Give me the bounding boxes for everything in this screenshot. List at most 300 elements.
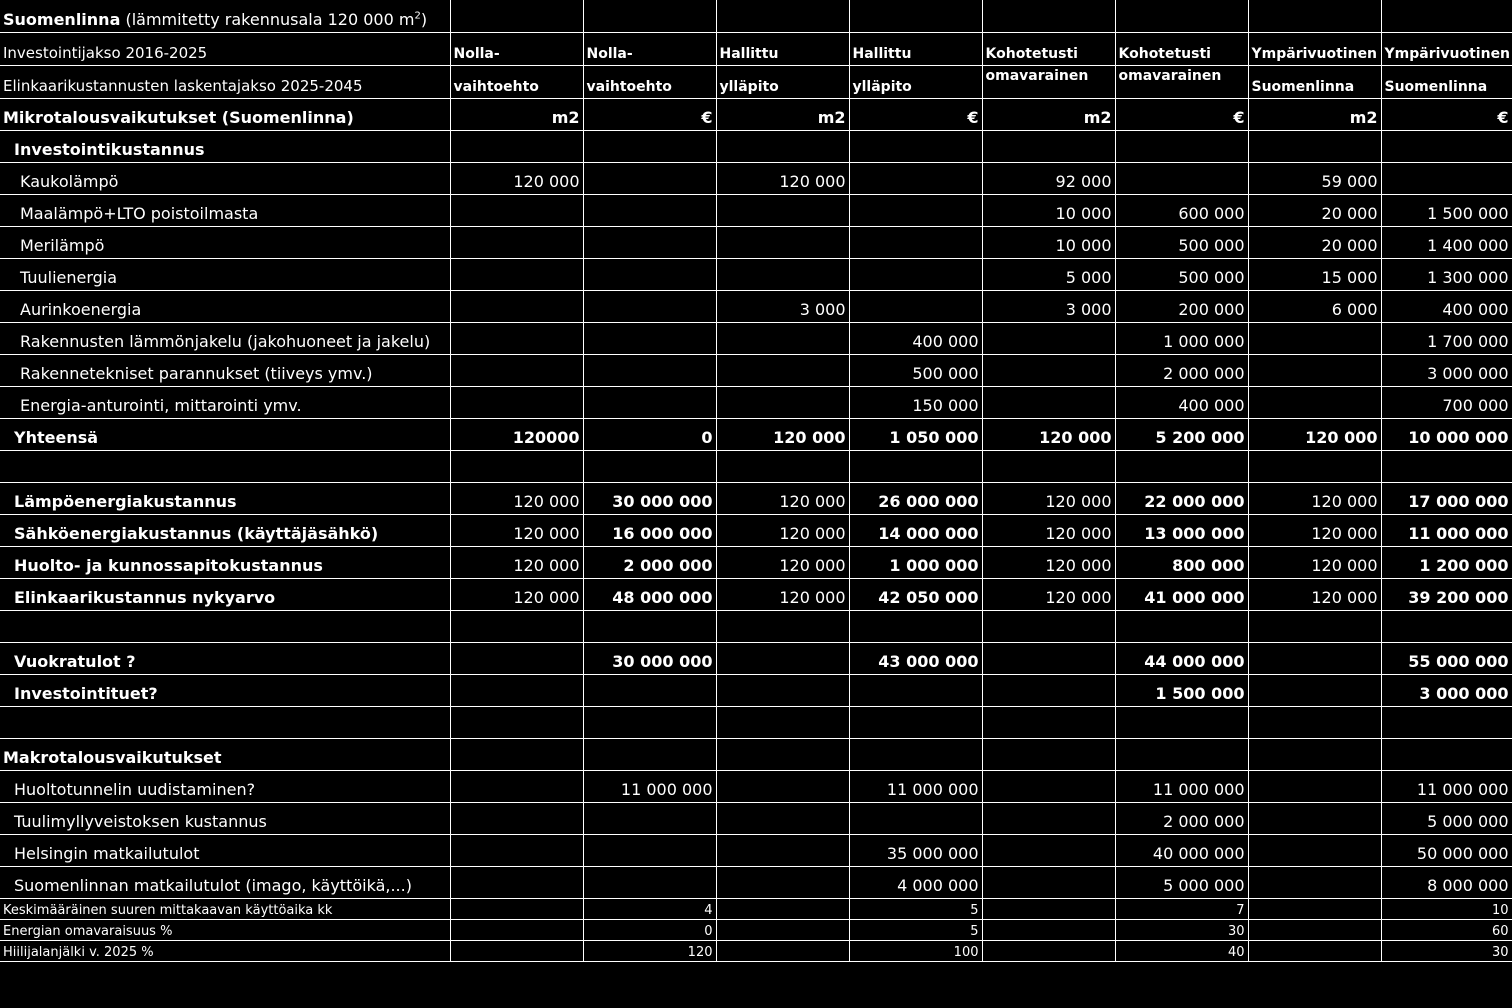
row-label: Tuulienergia xyxy=(0,258,450,290)
table-cell xyxy=(1115,610,1248,642)
table-cell: 2 000 000 xyxy=(583,546,716,578)
table-cell xyxy=(583,354,716,386)
table-row xyxy=(0,578,1512,610)
table-cell xyxy=(716,919,849,940)
table-cell: 120 000 xyxy=(716,514,849,546)
table-cell xyxy=(1248,322,1381,354)
table-cell: 42 050 000 xyxy=(849,578,982,610)
col-header-line1: Ympärivuotinen xyxy=(1381,32,1512,65)
table-cell xyxy=(1248,940,1381,961)
table-cell xyxy=(716,834,849,866)
table-row xyxy=(0,674,1512,706)
table-cell xyxy=(583,290,716,322)
table-cell xyxy=(583,866,716,898)
table-cell: 11 000 000 xyxy=(1381,770,1512,802)
table-row xyxy=(0,919,1512,940)
row-label: Vuokratulot ? xyxy=(0,642,450,674)
table-cell xyxy=(583,258,716,290)
table-cell xyxy=(450,194,583,226)
table-cell xyxy=(450,738,583,770)
col-header-line2: ylläpito xyxy=(849,65,982,98)
table-cell xyxy=(982,130,1115,162)
table-cell: 6 000 xyxy=(1248,290,1381,322)
table-cell xyxy=(1248,738,1381,770)
table-cell xyxy=(849,258,982,290)
table-cell: 13 000 000 xyxy=(1115,514,1248,546)
table-cell: 1 500 000 xyxy=(1381,194,1512,226)
table-cell xyxy=(982,898,1115,919)
table-cell: 120 000 xyxy=(1248,546,1381,578)
col-header-line1: Ympärivuotinen xyxy=(1248,32,1381,65)
table-cell: m2 xyxy=(450,98,583,130)
table-cell xyxy=(450,290,583,322)
table-row xyxy=(0,866,1512,898)
table-cell xyxy=(1248,770,1381,802)
row-label: Merilämpö xyxy=(0,226,450,258)
table-cell xyxy=(982,706,1115,738)
table-cell xyxy=(1381,738,1512,770)
table-cell: 2 000 000 xyxy=(1115,802,1248,834)
table-cell: 59 000 xyxy=(1248,162,1381,194)
table-cell xyxy=(849,162,982,194)
table-cell: 40 xyxy=(1115,940,1248,961)
table-title: Suomenlinna (lämmitetty rakennusala 120 000 $m^2$) xyxy=(0,0,450,32)
table-cell xyxy=(583,194,716,226)
table-cell xyxy=(450,940,583,961)
table-cell: 150 000 xyxy=(849,386,982,418)
col-header-line2: ylläpito xyxy=(716,65,849,98)
table-cell: 16 000 000 xyxy=(583,514,716,546)
table-cell: 1 400 000 xyxy=(1381,226,1512,258)
table-cell xyxy=(716,642,849,674)
table-cell xyxy=(849,610,982,642)
table-cell: 120 000 xyxy=(716,162,849,194)
table-cell xyxy=(716,194,849,226)
table-cell xyxy=(1115,162,1248,194)
table-cell: 48 000 000 xyxy=(583,578,716,610)
table-cell xyxy=(450,919,583,940)
table-cell: 400 000 xyxy=(1115,386,1248,418)
row-label: Kaukolämpö xyxy=(0,162,450,194)
table-cell: 22 000 000 xyxy=(1115,482,1248,514)
table-cell xyxy=(982,919,1115,940)
table-row xyxy=(0,98,1512,130)
table-cell: 20 000 xyxy=(1248,194,1381,226)
table-cell xyxy=(716,706,849,738)
table-cell xyxy=(849,226,982,258)
table-cell: 500 000 xyxy=(1115,258,1248,290)
table-cell: 1 300 000 xyxy=(1381,258,1512,290)
table-cell xyxy=(982,674,1115,706)
table-cell xyxy=(982,642,1115,674)
table-cell: m2 xyxy=(1248,98,1381,130)
table-cell: 1 200 000 xyxy=(1381,546,1512,578)
table-cell: 5 000 xyxy=(982,258,1115,290)
table-cell xyxy=(1115,130,1248,162)
table-cell xyxy=(1248,898,1381,919)
table-cell: 800 000 xyxy=(1115,546,1248,578)
row-label: Huolto- ja kunnossapitokustannus xyxy=(0,546,450,578)
table-cell xyxy=(1381,130,1512,162)
table-cell xyxy=(982,940,1115,961)
table-cell: 60 xyxy=(1381,919,1512,940)
col-header-line1: Nolla- xyxy=(450,32,583,65)
table-row xyxy=(0,940,1512,961)
table-cell xyxy=(716,322,849,354)
row-label xyxy=(0,706,450,738)
table-row xyxy=(0,802,1512,834)
table-cell xyxy=(982,770,1115,802)
table-row xyxy=(0,546,1512,578)
table-cell xyxy=(1248,834,1381,866)
header-row-2 xyxy=(0,65,1512,98)
table-cell xyxy=(583,450,716,482)
table-cell xyxy=(849,802,982,834)
table-cell: 20 000 xyxy=(1248,226,1381,258)
table-cell xyxy=(982,450,1115,482)
investment-period: Investointijakso 2016-2025 xyxy=(0,32,450,65)
row-label: Lämpöenergiakustannus xyxy=(0,482,450,514)
table-row xyxy=(0,898,1512,919)
title-row xyxy=(0,0,1512,32)
table-cell: 14 000 000 xyxy=(849,514,982,546)
table-cell: 100 xyxy=(849,940,982,961)
row-label: Mikrotalousvaikutukset (Suomenlinna) xyxy=(0,98,450,130)
table-cell xyxy=(716,770,849,802)
table-cell: 700 000 xyxy=(1381,386,1512,418)
row-label: Yhteensä xyxy=(0,418,450,450)
table-cell xyxy=(583,322,716,354)
table-cell: 3 000 xyxy=(982,290,1115,322)
table-row xyxy=(0,834,1512,866)
table-row xyxy=(0,418,1512,450)
table-cell: 120 000 xyxy=(982,546,1115,578)
table-cell xyxy=(1248,802,1381,834)
table-cell: 92 000 xyxy=(982,162,1115,194)
table-cell: 120 000 xyxy=(982,578,1115,610)
table-cell xyxy=(982,386,1115,418)
row-label: Investointikustannus xyxy=(0,130,450,162)
table-cell: 40 000 000 xyxy=(1115,834,1248,866)
table-cell xyxy=(583,706,716,738)
table-cell xyxy=(1248,866,1381,898)
table-cell xyxy=(1381,706,1512,738)
row-label: Rakennetekniset parannukset (tiiveys ymv.) xyxy=(0,354,450,386)
table-cell xyxy=(982,834,1115,866)
table-row xyxy=(0,194,1512,226)
table-cell: 120 000 xyxy=(450,546,583,578)
table-cell xyxy=(716,940,849,961)
table-cell: 1 500 000 xyxy=(1115,674,1248,706)
table-cell xyxy=(716,898,849,919)
table-cell: 5 xyxy=(849,919,982,940)
table-cell xyxy=(982,738,1115,770)
table-cell xyxy=(450,354,583,386)
blank-row xyxy=(0,450,1512,482)
table-row xyxy=(0,514,1512,546)
table-cell: 2 000 000 xyxy=(1115,354,1248,386)
table-cell xyxy=(716,738,849,770)
row-label: Maalämpö+LTO poistoilmasta xyxy=(0,194,450,226)
table-cell xyxy=(583,610,716,642)
table-row xyxy=(0,130,1512,162)
table-cell: 120 000 xyxy=(450,162,583,194)
table-cell xyxy=(450,834,583,866)
table-cell xyxy=(583,674,716,706)
table-cell: 120 000 xyxy=(982,418,1115,450)
table-cell: 10 xyxy=(1381,898,1512,919)
table-row xyxy=(0,258,1512,290)
table-row xyxy=(0,482,1512,514)
table-cell xyxy=(450,226,583,258)
table-cell: 11 000 000 xyxy=(849,770,982,802)
table-cell xyxy=(849,674,982,706)
row-label: Elinkaarikustannus nykyarvo xyxy=(0,578,450,610)
table-cell xyxy=(982,354,1115,386)
table-cell xyxy=(849,194,982,226)
table-cell xyxy=(583,162,716,194)
table-cell: 120 000 xyxy=(716,418,849,450)
table-cell xyxy=(450,450,583,482)
col-header-line1: Kohotetusti xyxy=(982,32,1115,65)
table-cell xyxy=(450,610,583,642)
table-cell: 120 xyxy=(583,940,716,961)
table-cell: m2 xyxy=(716,98,849,130)
table-cell: 50 000 000 xyxy=(1381,834,1512,866)
row-label: Keskimääräinen suuren mittakaavan käyttöaika kk xyxy=(0,898,450,919)
table-cell xyxy=(1115,706,1248,738)
row-label: Tuulimyllyveistoksen kustannus xyxy=(0,802,450,834)
table-cell xyxy=(982,802,1115,834)
table-cell xyxy=(1381,610,1512,642)
col-header-line1: Hallittu xyxy=(849,32,982,65)
row-label: Makrotalousvaikutukset xyxy=(0,738,450,770)
table-cell xyxy=(450,386,583,418)
table-cell: 0 xyxy=(583,418,716,450)
table-cell: 5 000 000 xyxy=(1381,802,1512,834)
col-header-line2: vaihtoehto xyxy=(450,65,583,98)
table-cell: 120 000 xyxy=(1248,482,1381,514)
table-cell: m2 xyxy=(982,98,1115,130)
table-cell: 120 000 xyxy=(450,482,583,514)
table-cell xyxy=(450,130,583,162)
table-cell xyxy=(716,610,849,642)
table-cell: 55 000 000 xyxy=(1381,642,1512,674)
table-cell: 200 000 xyxy=(1115,290,1248,322)
table-cell xyxy=(450,898,583,919)
table-cell: 11 000 000 xyxy=(1115,770,1248,802)
table-cell: 10 000 000 xyxy=(1381,418,1512,450)
col-header-line2: vaihtoehto xyxy=(583,65,716,98)
table-cell xyxy=(716,354,849,386)
row-label: Hiilijalanjälki v. 2025 % xyxy=(0,940,450,961)
table-cell: 5 200 000 xyxy=(1115,418,1248,450)
table-cell: 17 000 000 xyxy=(1381,482,1512,514)
table-cell: 15 000 xyxy=(1248,258,1381,290)
table-row xyxy=(0,770,1512,802)
col-header-line2: omavarainen xyxy=(1115,65,1248,98)
table-cell: 35 000 000 xyxy=(849,834,982,866)
table-cell xyxy=(716,866,849,898)
table-cell xyxy=(849,450,982,482)
table-cell: 30 xyxy=(1115,919,1248,940)
table-cell: 11 000 000 xyxy=(1381,514,1512,546)
row-label: Suomenlinnan matkailutulot (imago, käyttöikä,...) xyxy=(0,866,450,898)
blank-row xyxy=(0,706,1512,738)
table-cell: 30 000 000 xyxy=(583,642,716,674)
table-cell: € xyxy=(849,98,982,130)
table-cell: 43 000 000 xyxy=(849,642,982,674)
table-cell: 1 700 000 xyxy=(1381,322,1512,354)
table-cell xyxy=(450,802,583,834)
table-cell: 3 000 000 xyxy=(1381,674,1512,706)
table-cell: 0 xyxy=(583,919,716,940)
table-row xyxy=(0,354,1512,386)
table-cell: 44 000 000 xyxy=(1115,642,1248,674)
header-row-1 xyxy=(0,32,1512,65)
table-cell xyxy=(450,322,583,354)
col-header-line1: Kohotetusti xyxy=(1115,32,1248,65)
table-row xyxy=(0,642,1512,674)
table-cell xyxy=(450,770,583,802)
table-cell xyxy=(849,130,982,162)
table-cell xyxy=(583,386,716,418)
table-cell xyxy=(982,610,1115,642)
table-cell xyxy=(716,226,849,258)
lifecycle-period: Elinkaarikustannusten laskentajakso 2025-2045 xyxy=(0,65,450,98)
table-cell: 4 000 000 xyxy=(849,866,982,898)
table-cell: 1 050 000 xyxy=(849,418,982,450)
table-cell xyxy=(450,706,583,738)
table-cell xyxy=(450,258,583,290)
table-cell xyxy=(583,834,716,866)
table-cell: 5 000 000 xyxy=(1115,866,1248,898)
table-cell xyxy=(450,642,583,674)
table-cell: 30 xyxy=(1381,940,1512,961)
table-cell: 400 000 xyxy=(849,322,982,354)
table-cell: 26 000 000 xyxy=(849,482,982,514)
table-cell xyxy=(583,738,716,770)
table-cell xyxy=(1248,919,1381,940)
row-label: Investointituet? xyxy=(0,674,450,706)
table-cell xyxy=(982,866,1115,898)
table-cell: 600 000 xyxy=(1115,194,1248,226)
table-cell xyxy=(849,738,982,770)
table-cell: 120 000 xyxy=(450,578,583,610)
table-cell: 4 xyxy=(583,898,716,919)
table-cell: 120 000 xyxy=(450,514,583,546)
table-cell: 39 200 000 xyxy=(1381,578,1512,610)
table-cell xyxy=(1381,450,1512,482)
table-cell xyxy=(716,802,849,834)
table-cell: 41 000 000 xyxy=(1115,578,1248,610)
table-cell: 120 000 xyxy=(1248,514,1381,546)
table-row xyxy=(0,322,1512,354)
table-cell xyxy=(982,322,1115,354)
table-cell xyxy=(1248,610,1381,642)
table-cell: 120 000 xyxy=(982,482,1115,514)
row-label xyxy=(0,610,450,642)
row-label: Rakennusten lämmönjakelu (jakohuoneet ja jakelu) xyxy=(0,322,450,354)
row-label: Energia-anturointi, mittarointi ymv. xyxy=(0,386,450,418)
table-cell: € xyxy=(583,98,716,130)
row-label: Aurinkoenergia xyxy=(0,290,450,322)
row-label: Energian omavaraisuus % xyxy=(0,919,450,940)
table-cell xyxy=(1248,642,1381,674)
table-cell: 10 000 xyxy=(982,226,1115,258)
table-cell: € xyxy=(1115,98,1248,130)
table-cell: 3 000 000 xyxy=(1381,354,1512,386)
table-cell: 120 000 xyxy=(716,578,849,610)
table-cell: 3 000 xyxy=(716,290,849,322)
table-cell xyxy=(849,290,982,322)
table-cell: 1 000 000 xyxy=(849,546,982,578)
table-cell xyxy=(450,674,583,706)
row-label xyxy=(0,450,450,482)
table-cell xyxy=(583,130,716,162)
table-row xyxy=(0,738,1512,770)
table-cell: 120 000 xyxy=(716,482,849,514)
table-cell: 120000 xyxy=(450,418,583,450)
table-cell xyxy=(1248,354,1381,386)
table-cell: 120 000 xyxy=(1248,418,1381,450)
col-header-line2: Suomenlinna xyxy=(1248,65,1381,98)
table-cell: 120 000 xyxy=(1248,578,1381,610)
table-cell: 400 000 xyxy=(1381,290,1512,322)
table-cell xyxy=(1115,450,1248,482)
table-row xyxy=(0,226,1512,258)
table-cell xyxy=(716,450,849,482)
table-cell: 120 000 xyxy=(716,546,849,578)
col-header-line2: Suomenlinna xyxy=(1381,65,1512,98)
col-header-line2: omavarainen xyxy=(982,65,1115,98)
table-cell xyxy=(1248,674,1381,706)
table-cell: 500 000 xyxy=(1115,226,1248,258)
table-cell xyxy=(1248,386,1381,418)
table-cell xyxy=(450,866,583,898)
table-cell xyxy=(583,802,716,834)
table-cell xyxy=(716,130,849,162)
table-cell xyxy=(716,674,849,706)
table-row xyxy=(0,290,1512,322)
table-cell: 30 000 000 xyxy=(583,482,716,514)
table-cell: 5 xyxy=(849,898,982,919)
col-header-line1: Hallittu xyxy=(716,32,849,65)
table-cell xyxy=(849,706,982,738)
table-cell xyxy=(1248,130,1381,162)
table-cell xyxy=(1248,706,1381,738)
table-cell: € xyxy=(1381,98,1512,130)
table-row xyxy=(0,162,1512,194)
table-cell: 1 000 000 xyxy=(1115,322,1248,354)
table-cell: 7 xyxy=(1115,898,1248,919)
table-row xyxy=(0,386,1512,418)
table-cell xyxy=(1381,162,1512,194)
col-header-line1: Nolla- xyxy=(583,32,716,65)
table-cell xyxy=(583,226,716,258)
table-cell xyxy=(716,258,849,290)
table-cell xyxy=(1248,450,1381,482)
row-label: Sähköenergiakustannus (käyttäjäsähkö) xyxy=(0,514,450,546)
table-cell: 11 000 000 xyxy=(583,770,716,802)
table-cell xyxy=(1115,738,1248,770)
blank-row xyxy=(0,610,1512,642)
row-label: Huoltotunnelin uudistaminen? xyxy=(0,770,450,802)
table-cell: 10 000 xyxy=(982,194,1115,226)
table-cell: 8 000 000 xyxy=(1381,866,1512,898)
row-label: Helsingin matkailutulot xyxy=(0,834,450,866)
table-cell: 120 000 xyxy=(982,514,1115,546)
